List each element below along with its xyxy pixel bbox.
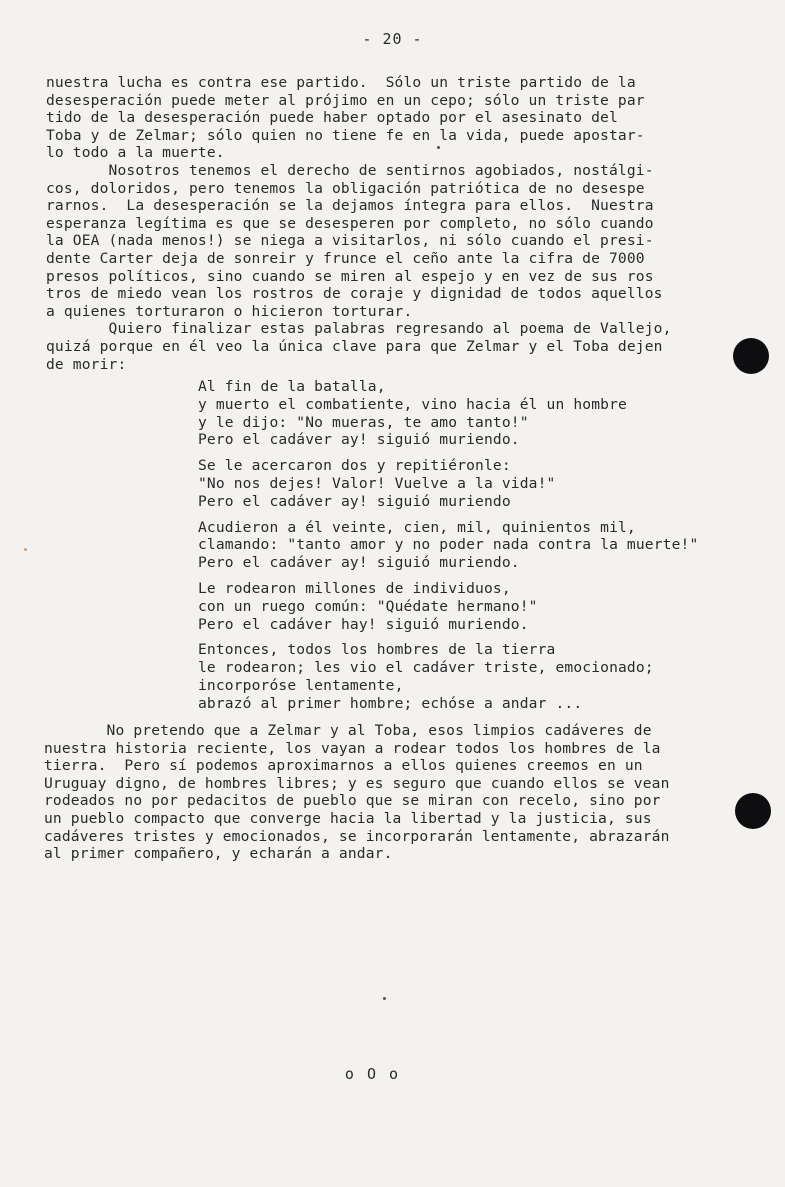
ink-speck [383,997,386,1000]
poem-quotation [198,378,768,721]
text-line: Toba y de Zelmar; sólo quien no tiene fe en la vida, puede apostar- [46,126,645,144]
text-line: dente Carter deja de sonreir y frunce el ceño ante la cifra de 7000 [46,249,645,267]
end-mark: o O o [344,1065,401,1083]
poem-stanza [198,580,768,633]
text-line: esperanza legítima es que se desesperen por completo, no sólo cuando [46,214,654,232]
text-line: Uruguay digno, de hombres libres; y es seguro que cuando ellos se vean [44,774,670,792]
poem-line: clamando: "tanto amor y no poder nada contra la muerte!" [198,536,699,554]
poem-line: "No nos dejes! Valor! Vuelve a la vida!" [198,474,556,492]
poem-line: Acudieron a él veinte, cien, mil, quinientos mil, [198,518,636,536]
text-line: quizá porque en él veo la única clave para que Zelmar y el Toba dejen [46,337,663,355]
text-line: Nosotros tenemos el derecho de sentirnos agobiados, nostálgi- [46,161,654,179]
closing-paragraph [44,722,764,863]
poem-line: Se le acercaron dos y repitiéronle: [198,457,511,475]
text-line: de morir: [46,355,127,373]
poem-stanza [198,378,768,449]
text-line: un pueblo compacto que converge hacia la libertad y la justicia, sus [44,809,652,827]
poem-line: y muerto el combatiente, vino hacia él un hombre [198,395,627,413]
paper-stain [24,548,27,551]
poem-line: le rodearon; les vio el cadáver triste, emocionado; [198,659,654,677]
text-line: rodeados no por pedacitos de pueblo que se miran con recelo, sino por [44,792,661,810]
text-line: la OEA (nada menos!) se niega a visitarlos, ni sólo cuando el presi- [46,232,654,250]
text-line: No pretendo que a Zelmar y al Toba, esos limpios cadáveres de [44,722,652,739]
poem-line: Pero el cadáver ay! siguió muriendo. [198,431,520,449]
poem-line: y le dijo: "No mueras, te amo tanto!" [198,413,529,431]
text-line: tros de miedo vean los rostros de coraje y dignidad de todos aquellos [46,285,663,303]
poem-line: Al fin de la batalla, [198,378,386,395]
text-line: a quienes torturaron o hicieron torturar. [46,302,413,320]
text-line: nuestra historia reciente, los vayan a rodear todos los hombres de la [44,739,661,757]
poem-line: Entonces, todos los hombres de la tierra [198,641,556,659]
poem-line: Le rodearon millones de individuos, [198,579,511,597]
text-line: cadáveres tristes y emocionados, se incorporarán lentamente, abrazarán [44,827,670,845]
body-paragraphs [46,74,756,373]
text-line: desesperación puede meter al prójimo en un cepo; sólo un triste par [46,91,645,109]
poem-line: abrazó al primer hombre; echóse a andar ... [198,694,583,712]
poem-stanza [198,457,768,510]
poem-stanza [198,519,768,572]
text-line: cos, doloridos, pero tenemos la obligación patriótica de no desespe [46,179,645,197]
ink-speck [437,146,440,149]
text-line: al primer compañero, y echarán a andar. [44,845,393,863]
poem-line: Pero el cadáver ay! siguió muriendo. [198,554,520,572]
text-line: rarnos. La desesperación se la dejamos íntegra para ellos. Nuestra [46,197,654,215]
poem-line: Pero el cadáver hay! siguió muriendo. [198,615,529,633]
page-number: - 20 - [362,30,423,48]
text-line: Quiero finalizar estas palabras regresando al poema de Vallejo, [46,320,672,338]
poem-line: Pero el cadáver ay! siguió muriendo [198,492,511,510]
text-line: presos políticos, sino cuando se miren al espejo y en vez de sus ros [46,267,654,285]
text-line: nuestra lucha es contra ese partido. Sólo un triste partido de la [46,74,636,91]
poem-stanza [198,641,768,712]
punch-hole-bottom [735,793,771,829]
punch-hole-top [733,338,769,374]
poem-line: con un ruego común: "Quédate hermano!" [198,597,538,615]
text-line: tido de la desesperación puede haber optado por el asesinato del [46,109,618,127]
text-line: tierra. Pero sí podemos aproximarnos a ellos quienes creemos en un [44,757,643,775]
poem-line: incorporóse lentamente, [198,676,404,694]
text-line: lo todo a la muerte. [46,144,225,162]
